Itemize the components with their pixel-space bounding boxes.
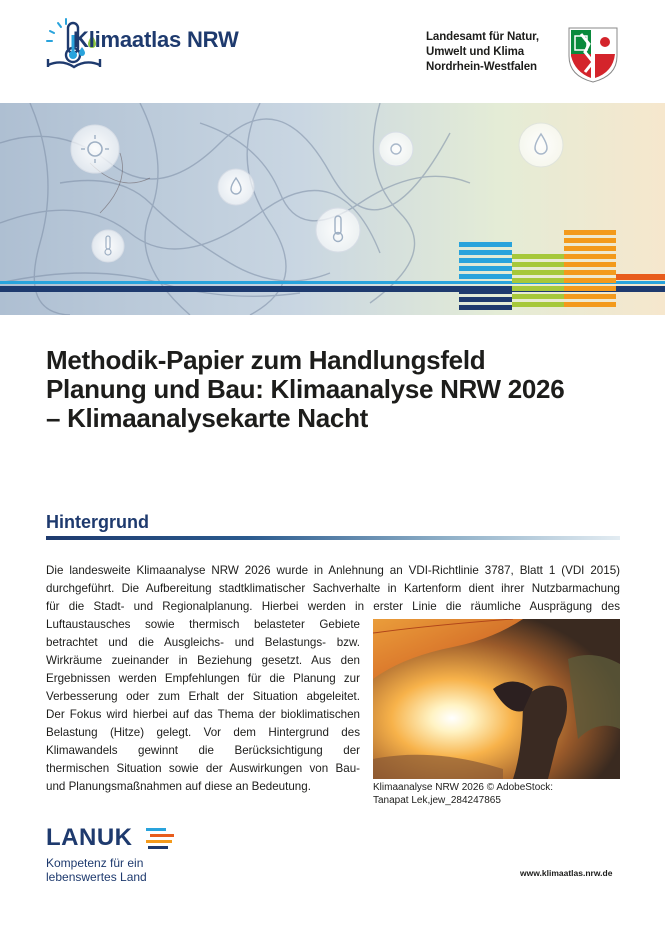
body-paragraph-column	[46, 616, 360, 796]
caption-line: Klimaanalyse NRW 2026 © AdobeStock:	[373, 782, 554, 793]
body-line: und Planungsmaßnahmen auf diese an Bedeutung.	[46, 780, 311, 793]
body-line: Wirkräume zueinander in Beziehung gesetzt. Aus den	[46, 654, 360, 667]
body-line: Luftaustausches sowie thermisch belasteter Gebiete	[46, 618, 360, 631]
tagline-line: Kompetenz für ein	[46, 856, 144, 870]
body-line: für die Stadt- und Regionalplanung. Hierbei werden in erster Linie die räumliche Ausprägung des	[46, 600, 620, 613]
title-line: Methodik-Papier zum Handlungsfeld	[46, 345, 486, 375]
header-banner-image	[0, 103, 665, 315]
lanuk-logo-text: LANUK	[46, 824, 133, 851]
image-caption	[373, 781, 620, 807]
section-divider	[46, 536, 620, 540]
lanuk-stripes-icon	[146, 826, 286, 856]
app-name: Klimaatlas NRW	[73, 27, 239, 52]
body-line: Belastung (Hitze) gelegt. Vor dem Hintergrund des	[46, 726, 360, 739]
sun-icon	[71, 125, 119, 173]
body-line: durchgeführt. Die Aufbereitung stadtklimatischer Sachverhalte in Kartenform dient ihrer Nutzbarmachung	[46, 582, 620, 595]
website-url[interactable]: www.klimaatlas.nrw.de	[520, 868, 613, 878]
body-paragraph-top	[46, 562, 620, 616]
org-line: Umwelt und Klima	[426, 46, 525, 58]
body-line: Ergebnissen werden Empfehlungen für die Planung zur	[46, 672, 360, 685]
body-line: Die landesweite Klimaanalyse NRW 2026 wurde in Anlehnung an VDI-Richtlinie 3787, Blatt 1 (VDI 2015)	[46, 564, 620, 577]
thermometer-icon	[92, 230, 124, 262]
body-line: Der Fokus wird hierbei auf das Thema der bioklimatischen	[46, 708, 360, 721]
drop-icon	[519, 123, 563, 167]
caption-line: Tanapat Lek,jew_284247865	[373, 795, 501, 806]
body-line: betrachtet und die Ausgleichs- und Belastungs- bzw.	[46, 636, 360, 649]
body-line: Klimawandels gewinnt die Berücksichtigung der	[46, 744, 360, 757]
tagline-line: lebenswertes Land	[46, 870, 147, 884]
body-line: thermischen Situation sowie der Auswirkungen von Bau-	[46, 762, 360, 775]
document-title	[46, 346, 616, 433]
org-line: Landesamt für Natur,	[426, 31, 540, 43]
thermometer-icon	[316, 208, 360, 252]
lanuk-tagline	[46, 856, 147, 884]
title-line: Planung und Bau: Klimaanalyse NRW 2026	[46, 374, 565, 404]
drop-icon	[218, 169, 254, 205]
section-heading: Hintergrund	[46, 512, 149, 532]
sun-icon	[379, 132, 413, 166]
nrw-crest-icon	[567, 26, 619, 89]
body-line: Verbesserung oder zum Erhalt der Situation abgeleitet.	[46, 690, 360, 703]
title-line: – Klimaanalysekarte Nacht	[46, 403, 369, 433]
sun-umbrella-photo	[373, 619, 620, 779]
organization-name	[426, 30, 539, 75]
org-line: Nordrhein-Westfalen	[426, 61, 537, 73]
